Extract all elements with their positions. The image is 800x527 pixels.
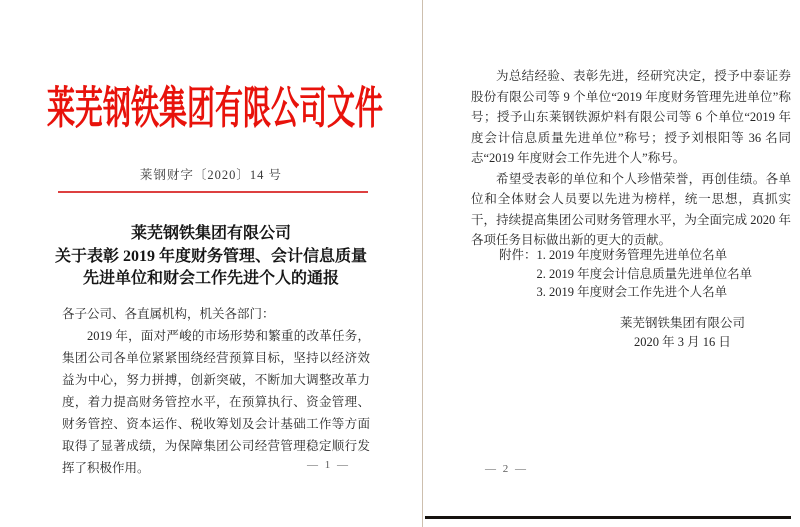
red-divider-line: [58, 191, 368, 193]
letterhead-title: 莱芜钢铁集团有限公司文件: [46, 85, 383, 135]
attachments-block: [499, 246, 789, 302]
document-heading: [28, 223, 394, 291]
page-2: [422, 0, 800, 527]
signature-org: 莱芜钢铁集团有限公司: [619, 316, 745, 330]
signature-block: [620, 314, 745, 352]
page-number-1: — 1 —: [307, 459, 350, 471]
attachments-label: 附件：: [499, 248, 537, 262]
heading-line-1: 莱芜钢铁集团有限公司: [130, 225, 291, 242]
heading-line-2: 关于表彰 2019 年度财务管理、会计信息质量: [54, 247, 367, 265]
page-1-body: [62, 303, 370, 479]
attachment-item: 3. 2019 年度财会工作先进个人名单: [536, 285, 728, 299]
body-paragraph: 2019 年，面对严峻的市场形势和繁重的改革任务，集团公司各单位紧紧围绕经营预算目标，坚持以经济效益为中心，努力拼搏，创新突破，不断加大调整改革力度，着力提高财务管控水平，在预算执行、资金管理、财务管控、资本运作、税收筹划及会计基础工作等方面取得了显著成绩，为保障集团公司经营管理稳定顺行发挥了积极作用。: [62, 329, 370, 475]
body-paragraph-1: 为总结经验、表彰先进，经研究决定，授予中泰证券股份有限公司等 9 个单位“2019 年度财务管理先进单位”称号；授予山东莱钢铁源炉料有限公司等 6 个单位“2019 年度会计信息质量先进单位”称号；授予刘根阳等 36 名同志“2019 年度财会工作先进个人”称号。: [471, 69, 791, 165]
body-paragraph-2: 希望受表彰的单位和个人珍惜荣誉，再创佳绩。各单位和全体财会人员要以先进为榜样，统一思想，真抓实干，持续提高集团公司财务管理水平，为全面完成 2020 年各项任务目标做出新的更大的贡献。: [471, 171, 791, 247]
attachments-list: [537, 246, 789, 302]
signature-date: 2020 年 3 月 16 日: [634, 335, 731, 349]
salutation: 各子公司、各直属机构，机关各部门：: [62, 307, 275, 321]
page-2-body: [471, 66, 791, 251]
attachment-item: 2. 2019 年度会计信息质量先进单位名单: [536, 266, 753, 281]
attachment-item: 1. 2019 年度财务管理先进单位名单: [536, 248, 728, 262]
doc-number: 莱钢财字〔2020〕14 号: [139, 168, 283, 182]
heading-line-3: 先进单位和财会工作先进个人的通报: [82, 270, 339, 287]
page-number-2: — 2 —: [485, 463, 528, 475]
page-bottom-edge-line: [425, 516, 791, 519]
